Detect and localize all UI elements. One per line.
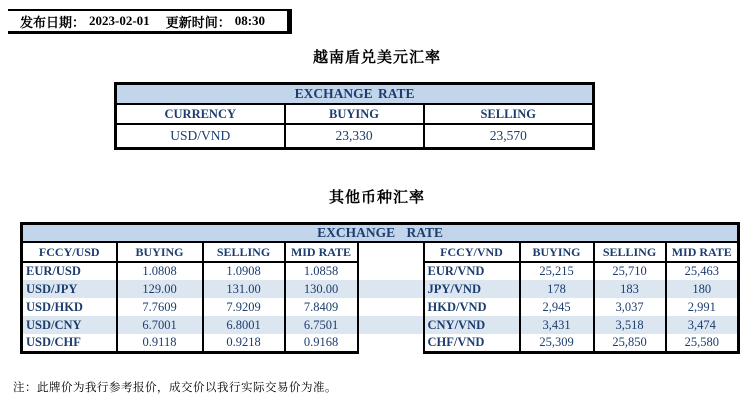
col-header-fccy-usd: FCCY/USD [22, 242, 117, 262]
rate-cell: 1.0908 [203, 262, 285, 280]
rate-cell: 25,463 [666, 262, 739, 280]
rate-cell: 6.7001 [117, 316, 203, 334]
rate-cell: 6.7501 [285, 316, 358, 334]
rate-cell: 3,037 [594, 298, 666, 316]
rate-cell: 3,431 [520, 316, 594, 334]
table-row [22, 316, 739, 334]
rate-cell: 25,710 [594, 262, 666, 280]
cross-rate-table [20, 222, 740, 354]
selling-rate-cell: 23,570 [424, 124, 594, 148]
currency-pair-cell: USD/CNY [22, 316, 117, 334]
table-row [22, 298, 739, 316]
rate-cell: 7.7609 [117, 298, 203, 316]
currency-pair-cell: EUR/USD [22, 262, 117, 280]
rate-cell: 183 [594, 280, 666, 298]
table-banner-row [22, 224, 739, 243]
rate-cell: 6.8001 [203, 316, 285, 334]
currency-pair-cell: CHF/VND [424, 334, 520, 352]
rate-cell: 0.9168 [285, 334, 358, 352]
table-header-row [22, 242, 739, 262]
table-row [22, 262, 739, 280]
exchange-rate-banner: EXCHANGE RATE [22, 224, 739, 243]
rate-cell: 3,474 [666, 316, 739, 334]
currency-pair-cell: USD/JPY [22, 280, 117, 298]
currency-pair-cell: USD/HKD [22, 298, 117, 316]
table-banner-row [116, 84, 594, 105]
col-header-midrate-left: MID RATE [285, 242, 358, 262]
rate-cell: 1.0808 [117, 262, 203, 280]
usd-vnd-section-title: 越南盾兑美元汇率 [312, 50, 441, 66]
table-header-row [116, 104, 594, 124]
rate-cell: 25,215 [520, 262, 594, 280]
col-header-buying-left: BUYING [117, 242, 203, 262]
table-row [116, 124, 594, 148]
col-header-selling: SELLING [424, 104, 594, 124]
rate-cell: 178 [520, 280, 594, 298]
rate-cell: 25,309 [520, 334, 594, 352]
col-header-selling-right: SELLING [594, 242, 666, 262]
rate-cell: 131.00 [203, 280, 285, 298]
col-header-buying-right: BUYING [520, 242, 594, 262]
col-header-buying: BUYING [285, 104, 424, 124]
currency-pair-cell: CNY/VND [424, 316, 520, 334]
rate-cell: 7.9209 [203, 298, 285, 316]
publish-date-label: 发布日期： [20, 14, 86, 30]
rate-cell: 25,850 [594, 334, 666, 352]
currency-pair-cell: EUR/VND [424, 262, 520, 280]
usd-vnd-rate-table [114, 82, 595, 150]
update-time-label: 更新时间： [165, 14, 231, 30]
spacer-cell [358, 316, 424, 334]
disclaimer-note: 注：此牌价为我行参考报价，成交价以我行实际交易价为准。 [13, 382, 337, 394]
currency-pair-cell: JPY/VND [424, 280, 520, 298]
rate-cell: 1.0858 [285, 262, 358, 280]
rate-cell: 2,991 [666, 298, 739, 316]
rate-cell: 2,945 [520, 298, 594, 316]
buying-rate-cell: 23,330 [285, 124, 424, 148]
currency-pair-cell: USD/VND [116, 124, 285, 148]
spacer-cell [358, 242, 424, 262]
col-header-selling-left: SELLING [203, 242, 285, 262]
spacer-cell [358, 334, 424, 352]
other-currency-section-title: 其他币种汇率 [328, 190, 425, 206]
publish-date-value: 2023-02-01 [89, 13, 150, 28]
rate-cell: 180 [666, 280, 739, 298]
col-header-fccy-vnd: FCCY/VND [424, 242, 520, 262]
col-header-currency: CURRENCY [116, 104, 285, 124]
rate-cell: 0.9218 [203, 334, 285, 352]
rate-cell: 3,518 [594, 316, 666, 334]
rate-cell: 129.00 [117, 280, 203, 298]
spacer-cell [358, 298, 424, 316]
rate-cell: 0.9118 [117, 334, 203, 352]
rate-cell: 130.00 [285, 280, 358, 298]
publish-info-box [8, 9, 292, 34]
col-header-midrate-right: MID RATE [666, 242, 739, 262]
rate-cell: 7.8409 [285, 298, 358, 316]
currency-pair-cell: HKD/VND [424, 298, 520, 316]
exchange-rate-banner: EXCHANGE RATE [116, 84, 594, 105]
table-row [22, 280, 739, 298]
spacer-cell [358, 262, 424, 280]
spacer-cell [358, 280, 424, 298]
rate-cell: 25,580 [666, 334, 739, 352]
update-time-value: 08:30 [234, 13, 266, 28]
currency-pair-cell: USD/CHF [22, 334, 117, 352]
table-row [22, 334, 739, 352]
